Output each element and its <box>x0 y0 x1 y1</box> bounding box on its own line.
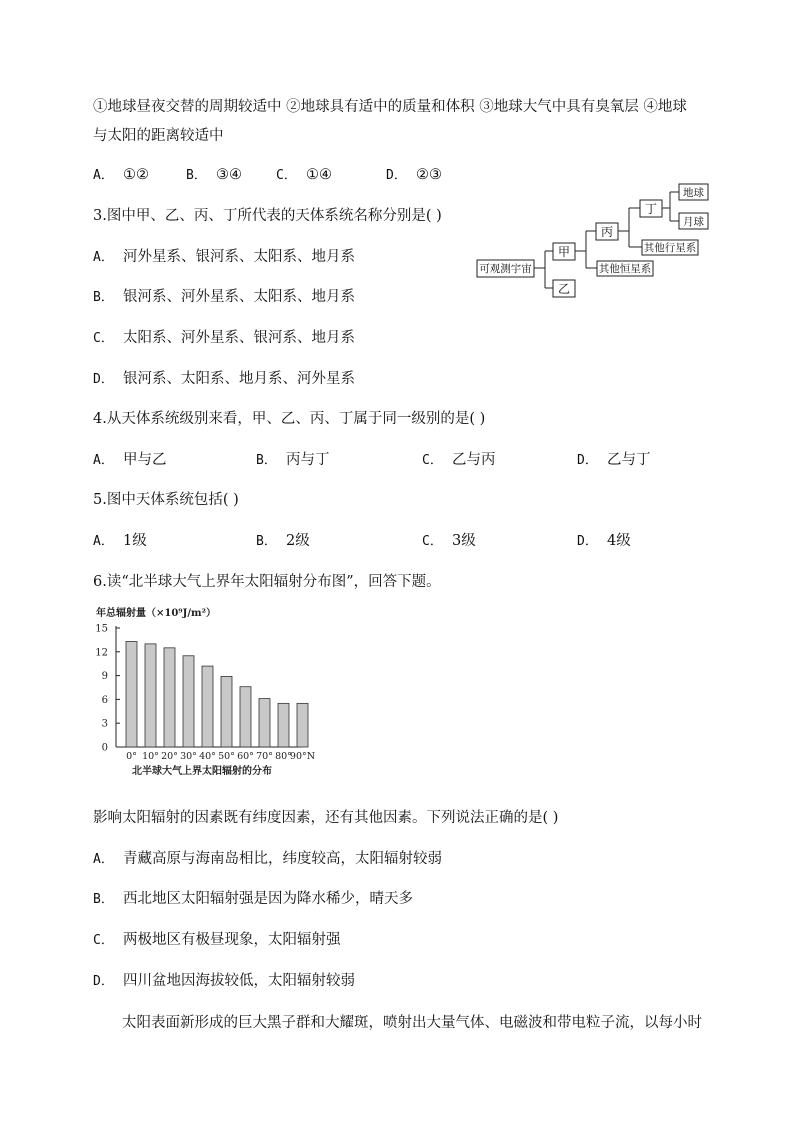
x-tick-label: 80° <box>275 751 292 762</box>
chart-title: 北半球大气上界太阳辐射的分布 <box>132 766 272 777</box>
chart-x-ticks <box>126 751 315 762</box>
x-tick-label: 10° <box>142 751 159 762</box>
label-jia: 甲 <box>557 245 571 259</box>
q4-option-b[interactable]: B． 丙与丁 <box>256 452 330 468</box>
chart-bar <box>126 641 137 747</box>
q3-option-b[interactable]: B． 银河系、河外星系、太阳系、地月系 <box>93 289 355 305</box>
q3-option-d[interactable]: D． 银河系、太阳系、地月系、河外星系 <box>93 371 355 387</box>
chart-bar <box>278 703 289 747</box>
q4-option-a[interactable]: A． 甲与乙 <box>93 452 167 468</box>
chart-bar <box>240 687 251 747</box>
y-tick-label: 0 <box>101 742 108 754</box>
chart-bar <box>164 648 175 747</box>
x-tick-label: 70° <box>256 751 273 762</box>
x-tick-label: 20° <box>161 751 178 762</box>
label-ding: 丁 <box>644 202 658 216</box>
q5-option-a[interactable]: A． 1级 <box>93 533 147 549</box>
intro-line-2: 与太阳的距离较适中 <box>93 128 224 144</box>
q5-option-d[interactable]: D． 4级 <box>577 533 631 549</box>
y-tick-label: 12 <box>95 647 108 659</box>
chart-bar <box>183 656 194 747</box>
chart-bar <box>145 644 156 747</box>
y-tick-label: 6 <box>101 694 108 706</box>
q6-option-d[interactable]: D． 四川盆地因海拔较低，太阳辐射较弱 <box>93 973 355 989</box>
q3-stem: 3.图中甲、乙、丙、丁所代表的天体系统名称分别是( ) <box>93 208 442 224</box>
label-earth: 地球 <box>683 187 704 199</box>
passage-text: 太阳表面新形成的巨大黑子群和大耀斑，喷射出大量气体、电磁波和带电粒子流，以每小时 <box>122 1015 702 1031</box>
chart-bar <box>202 666 213 747</box>
y-tick-label: 9 <box>101 671 108 683</box>
q3-option-c[interactable]: C． 太阳系、河外星系、银河系、地月系 <box>93 330 355 346</box>
intro-line-1: ①地球昼夜交替的周期较适中 ②地球具有适中的质量和体积 ③地球大气中具有臭氧层 ④地球 <box>93 99 687 115</box>
label-other-stars: 其他恒星系 <box>598 263 652 275</box>
q6-option-b[interactable]: B． 西北地区太阳辐射强是因为降水稀少，晴天多 <box>93 891 413 907</box>
celestial-system-diagram <box>470 180 710 305</box>
label-yi: 乙 <box>557 282 571 296</box>
q5-stem: 5.图中天体系统包括( ) <box>93 492 239 508</box>
q6-stem: 6.读“北半球大气上界年太阳辐射分布图”，回答下题。 <box>93 574 441 590</box>
label-moon: 月球 <box>683 216 704 228</box>
chart-bar <box>297 703 308 747</box>
chart-ylabel: 年总辐射量（×10⁹J/m²） <box>96 608 217 619</box>
chart-bar <box>259 699 270 747</box>
x-tick-label: 60° <box>237 751 254 762</box>
label-other-planets: 其他行星系 <box>643 242 697 254</box>
label-bing: 丙 <box>600 225 614 239</box>
q6-option-a[interactable]: A． 青藏高原与海南岛相比，纬度较高，太阳辐射较弱 <box>93 851 442 867</box>
chart-bar <box>221 676 232 747</box>
x-tick-label: 30° <box>180 751 197 762</box>
x-tick-label: 0° <box>126 751 137 762</box>
chart-bars <box>126 641 308 747</box>
q5-option-b[interactable]: B． 2级 <box>256 533 310 549</box>
prev-option-d[interactable]: D． ②③ <box>386 167 442 183</box>
q3-option-a[interactable]: A． 河外星系、银河系、太阳系、地月系 <box>93 249 355 265</box>
q4-option-d[interactable]: D． 乙与丁 <box>577 452 651 468</box>
q6-question: 影响太阳辐射的因素既有纬度因素，还有其他因素。下列说法正确的是( ) <box>93 810 559 826</box>
prev-option-c[interactable]: C． ①④ <box>276 167 332 183</box>
y-tick-label: 15 <box>95 623 108 635</box>
solar-radiation-chart <box>90 602 330 782</box>
label-root: 可观测宇宙 <box>479 263 532 275</box>
y-tick-label: 3 <box>101 718 108 730</box>
x-tick-label: 40° <box>199 751 216 762</box>
q4-option-c[interactable]: C． 乙与丙 <box>422 452 496 468</box>
q4-stem: 4.从天体系统级别来看，甲、乙、丙、丁属于同一级别的是( ) <box>93 411 486 427</box>
x-tick-label: 90°N <box>289 751 316 762</box>
x-tick-label: 50° <box>218 751 235 762</box>
q5-option-c[interactable]: C． 3级 <box>422 533 476 549</box>
q6-option-c[interactable]: C． 两极地区有极昼现象，太阳辐射强 <box>93 932 341 948</box>
prev-option-a[interactable]: A． ①② <box>93 167 149 183</box>
prev-option-b[interactable]: B． ③④ <box>186 167 242 183</box>
